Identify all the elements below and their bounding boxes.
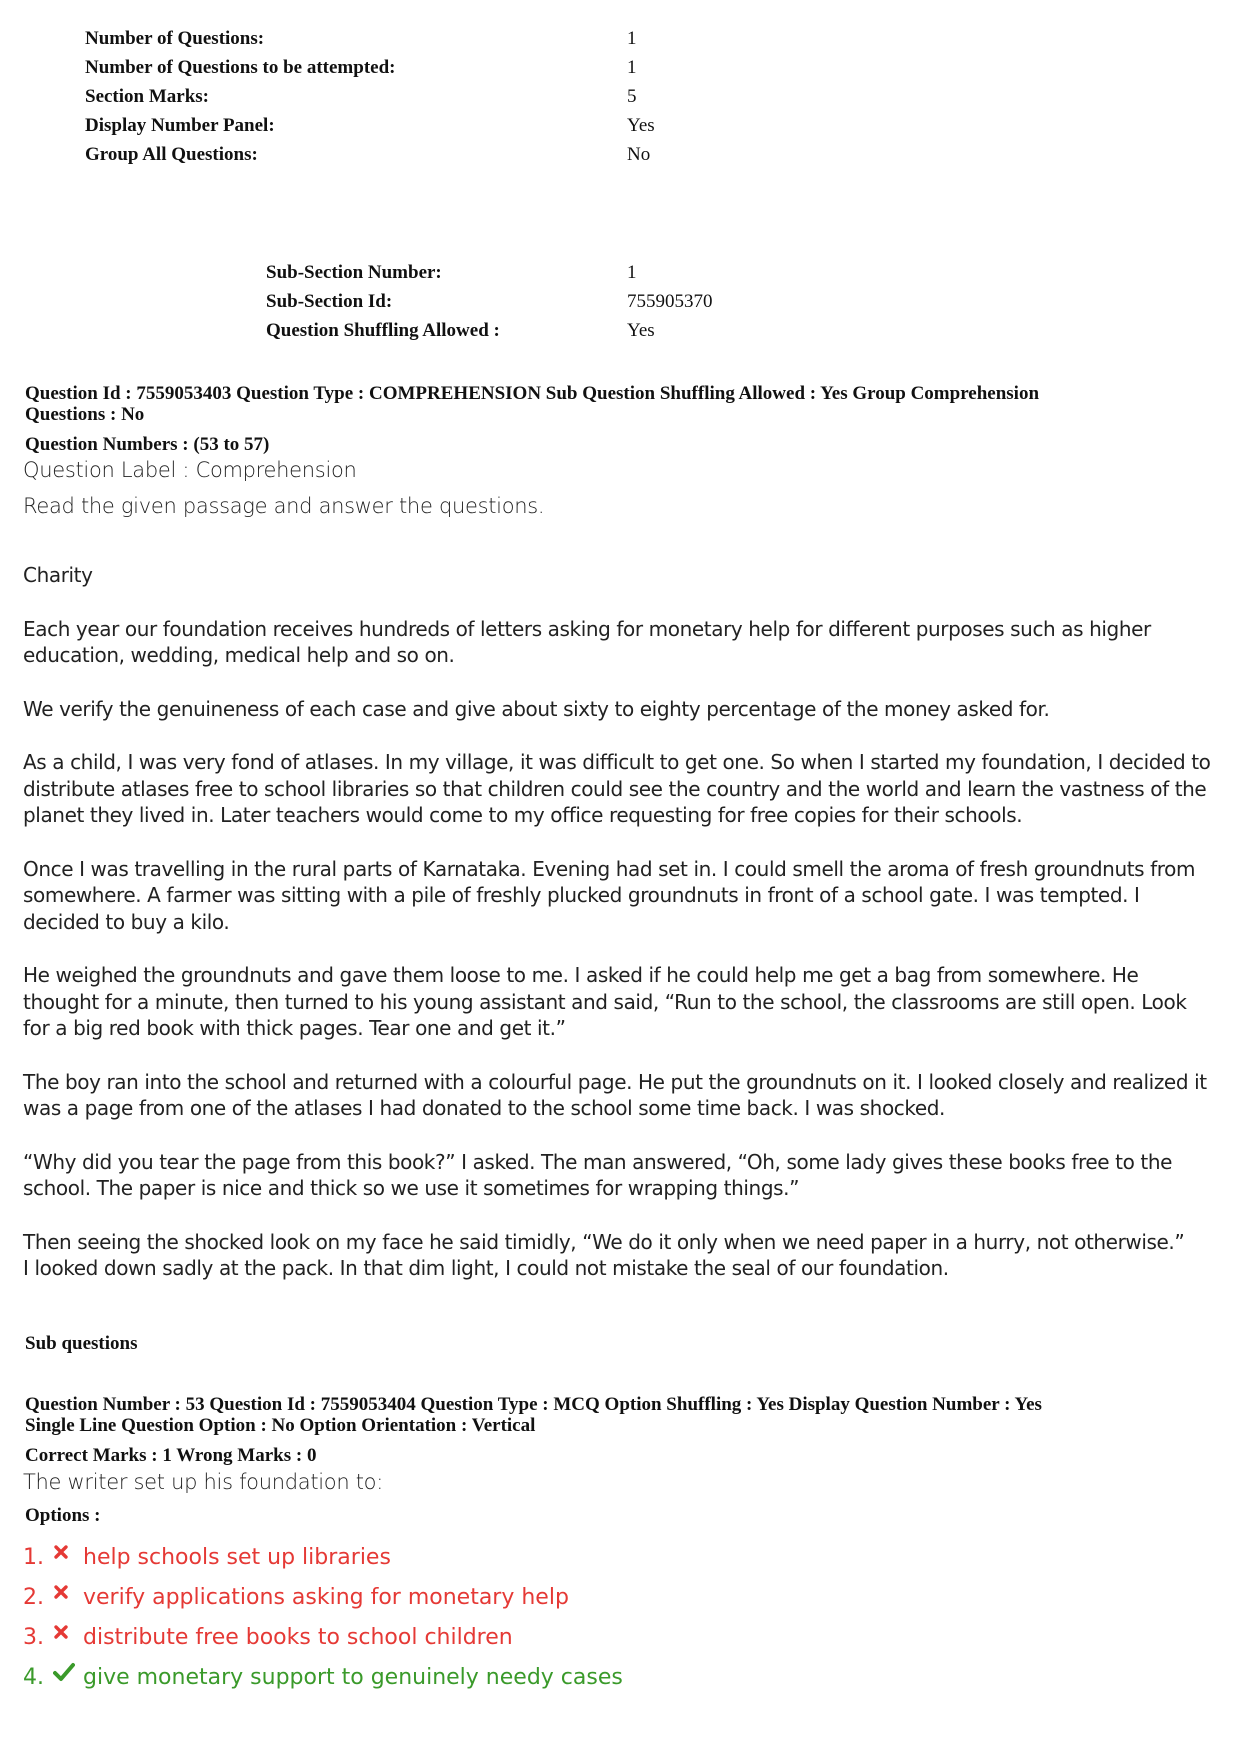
subsection-label: Sub-Section Id: <box>266 291 393 312</box>
section-value: 5 <box>627 86 637 107</box>
passage-paragraph: We verify the genuineness of each case and give about sixty to eighty percentage of the money asked for. <box>23 696 1050 721</box>
option-number: 3. <box>23 1624 44 1650</box>
section-row <box>85 53 655 82</box>
section-label: Group All Questions: <box>85 144 258 165</box>
passage-paragraph: Then seeing the shocked look on my face he said timidly, “We do it only when we need paper in a hurry, not otherwise.” <box>23 1229 1185 1254</box>
section-value: 1 <box>627 28 637 49</box>
option-text: help schools set up libraries <box>83 1544 391 1570</box>
section-row <box>85 82 655 111</box>
subsection-row <box>266 287 713 316</box>
marks-line: Correct Marks : 1 Wrong Marks : 0 <box>25 1445 317 1466</box>
option-text: distribute free books to school children <box>83 1624 513 1650</box>
passage-paragraph: I looked down sadly at the pack. In that dim light, I could not mistake the seal of our foundation. <box>23 1256 949 1280</box>
subsection-row <box>266 258 713 287</box>
cross-icon <box>53 1624 83 1640</box>
comprehension-meta-line1: Question Id : 7559053403 Question Type : COMPREHENSION Sub Question Shuffling Allowed : Yes Group Comprehension <box>25 383 1040 404</box>
option-number: 2. <box>23 1584 44 1610</box>
section-row <box>85 111 655 140</box>
section-label: Display Number Panel: <box>85 115 275 136</box>
subsection-value: Yes <box>627 320 655 341</box>
question-header <box>25 1394 1215 1436</box>
section-row <box>85 140 655 169</box>
subsection-info <box>266 258 713 345</box>
passage <box>23 562 1218 1282</box>
section-value: 1 <box>627 57 637 78</box>
option-text: verify applications asking for monetary help <box>83 1584 569 1610</box>
section-row <box>85 24 655 53</box>
passage-paragraph: As a child, I was very fond of atlases. In my village, it was difficult to get one. So when I started my foundation, I decided to distribute atlases free to school libraries so that children could see the country and the world and learn the vastness of the planet they lived in. Later teachers would come to my office requesting for free copies for their schools. <box>23 750 1211 827</box>
checkmark-icon <box>53 1662 83 1682</box>
passage-paragraph: Each year our foundation receives hundreds of letters asking for monetary help for different purposes such as higher education, wedding, medical help and so on. <box>23 616 1151 667</box>
instruction-text: Read the given passage and answer the questions. <box>23 494 545 518</box>
sub-questions-heading: Sub questions <box>25 1333 138 1354</box>
question-text: The writer set up his foundation to: <box>23 1470 384 1494</box>
section-value: No <box>627 144 651 165</box>
subsection-value: 1 <box>627 262 637 283</box>
question-meta-line1: Question Number : 53 Question Id : 7559053404 Question Type : MCQ Option Shuffling : Yes Display Question Number : Yes <box>25 1394 1042 1415</box>
question-numbers: Question Numbers : (53 to 57) <box>25 434 270 455</box>
option-number: 1. <box>23 1544 44 1570</box>
comprehension-header <box>25 383 1215 425</box>
option-1[interactable] <box>23 1537 623 1577</box>
passage-paragraph: Once I was travelling in the rural parts of Karnataka. Evening had set in. I could smell the aroma of fresh groundnuts from somewhere. A farmer was sitting with a pile of freshly plucked groundnuts in front of a school gate. I was tempted. I decided to buy a kilo. <box>23 856 1196 934</box>
comprehension-meta-line2: Questions : No <box>25 404 145 425</box>
section-label: Section Marks: <box>85 86 210 107</box>
passage-paragraph: The boy ran into the school and returned with a colourful page. He put the groundnuts on it. I looked closely and realized it was a page from one of the atlases I had donated to the school some time back. I was shocked. <box>23 1069 1207 1120</box>
subsection-value: 755905370 <box>627 291 713 312</box>
question-meta-line2: Single Line Question Option : No Option Orientation : Vertical <box>25 1415 536 1436</box>
option-text: give monetary support to genuinely needy cases <box>83 1664 623 1690</box>
passage-paragraph: “Why did you tear the page from this book?” I asked. The man answered, “Oh, some lady gives these books free to the school. The paper is nice and thick so we use it sometimes for wrapping things.” <box>23 1149 1173 1200</box>
section-value: Yes <box>627 115 655 136</box>
subsection-row <box>266 316 713 345</box>
option-number: 4. <box>23 1664 44 1690</box>
section-info <box>85 24 655 169</box>
passage-title: Charity <box>23 563 93 587</box>
subsection-label: Question Shuffling Allowed : <box>266 320 500 341</box>
cross-icon <box>53 1544 83 1560</box>
question-label: Question Label : Comprehension <box>23 458 357 482</box>
options-list <box>23 1537 623 1697</box>
options-label: Options : <box>25 1505 101 1526</box>
subsection-label: Sub-Section Number: <box>266 262 442 283</box>
option-4[interactable] <box>23 1657 623 1697</box>
option-2[interactable] <box>23 1577 623 1617</box>
passage-paragraph: He weighed the groundnuts and gave them loose to me. I asked if he could help me get a bag from somewhere. He thought for a minute, then turned to his young assistant and said, “Run to the school, the classrooms are still open. Look for a big red book with thick pages. Tear one and get it.” <box>23 963 1187 1040</box>
option-3[interactable] <box>23 1617 623 1657</box>
cross-icon <box>53 1584 83 1600</box>
section-label: Number of Questions: <box>85 28 265 49</box>
section-label: Number of Questions to be attempted: <box>85 57 396 78</box>
